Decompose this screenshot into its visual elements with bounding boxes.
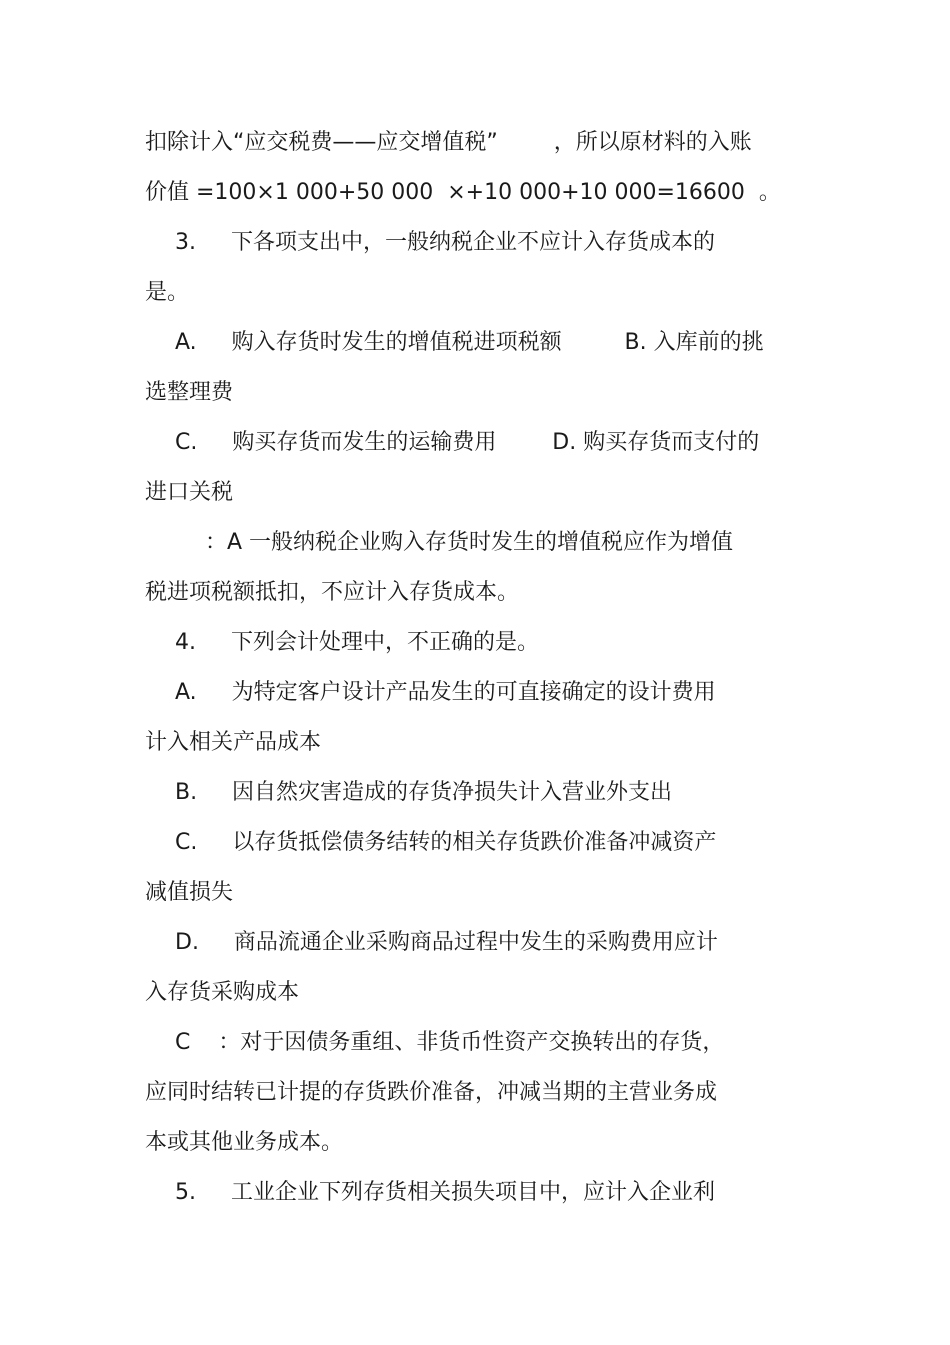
- text-line: 计入相关产品成本: [145, 730, 322, 755]
- text-line: 入存货采购成本: [145, 980, 300, 1005]
- text-line: 4. 下列会计处理中，不正确的是。: [175, 630, 539, 655]
- text-line: C ：对于因债务重组、非货币性资产交换转出的存货，: [175, 1030, 725, 1055]
- text-line: A. 为特定客户设计产品发生的可直接确定的设计费用: [175, 680, 716, 705]
- text-line: 5. 工业企业下列存货相关损失项目中，应计入企业利: [175, 1180, 715, 1205]
- text-line: D. 商品流通企业采购商品过程中发生的采购费用应计: [175, 930, 718, 955]
- text-line: 减值损失: [145, 880, 234, 905]
- text-line: B. 因自然灾害造成的存货净损失计入营业外支出: [175, 780, 673, 805]
- text-line: C. 购买存货而发生的运输费用 D. 购买存货而支付的: [175, 430, 760, 455]
- text-line: A. 购入存货时发生的增值税进项税额 B. 入库前的挑: [175, 330, 764, 355]
- text-line: 进口关税: [145, 480, 234, 505]
- text-line: C. 以存货抵偿债务结转的相关存货跌价准备冲减资产: [175, 830, 717, 855]
- text-line: 价值 =100×1 000+50 000 ×+10 000+10 000=16600 。: [145, 180, 781, 205]
- text-line: ：A 一般纳税企业购入存货时发生的增值税应作为增值: [205, 530, 734, 555]
- text-line: 3. 下各项支出中，一般纳税企业不应计入存货成本的: [175, 230, 715, 255]
- text-line: 是。: [145, 280, 190, 305]
- text-line: 税进项税额抵扣，不应计入存货成本。: [145, 580, 520, 605]
- text-line: 扣除计入“应交税费——应交增值税” ，所以原材料的入账: [145, 130, 752, 155]
- text-line: 本或其他业务成本。: [145, 1130, 344, 1155]
- text-line: 选整理费: [145, 380, 234, 405]
- text-line: 应同时结转已计提的存货跌价准备，冲减当期的主营业务成: [145, 1080, 718, 1105]
